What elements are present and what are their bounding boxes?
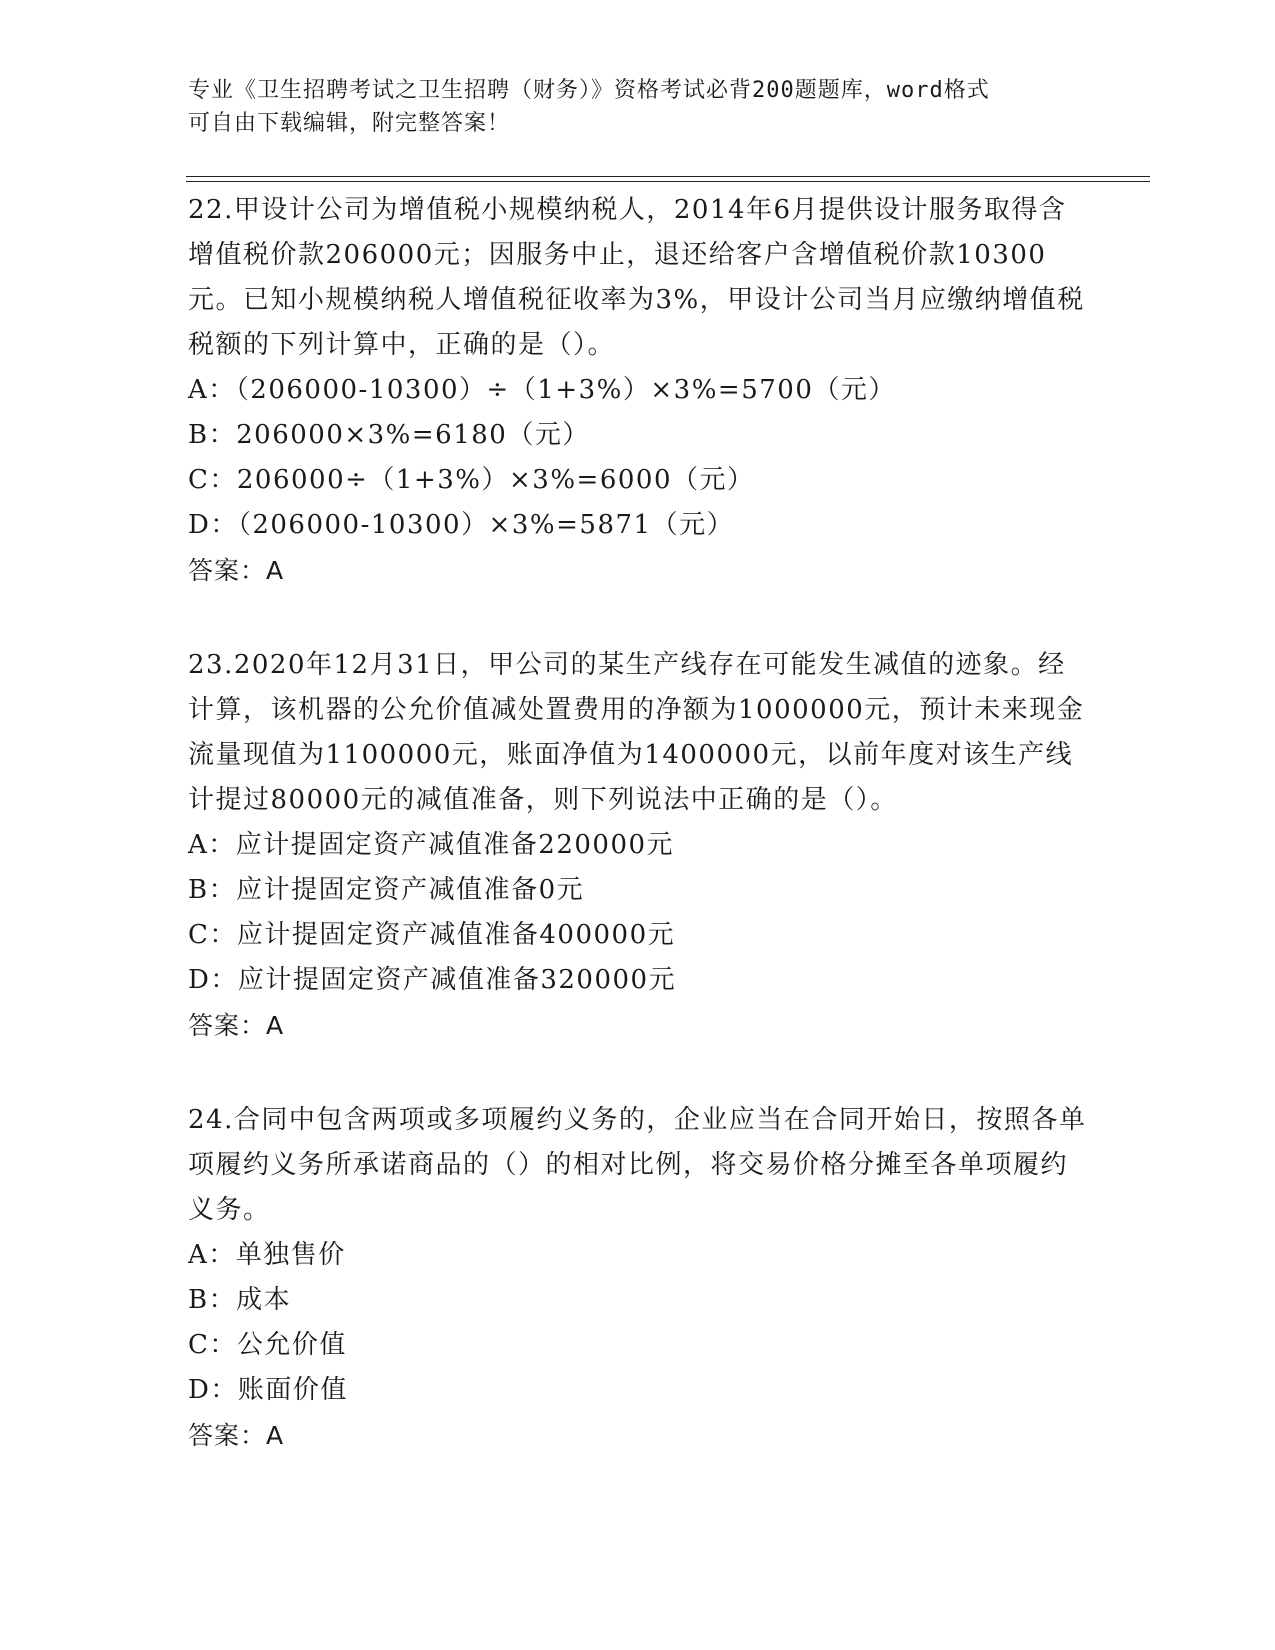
document-header [188,74,1068,140]
option-d: D：账面价值 [188,1375,348,1405]
question-text: 24.合同中包含两项或多项履约义务的，企业应当在合同开始日，按照各单项履约义务所承诺商品的（）的相对比例，将交易价格分摊至各单项履约义务。 [188,1105,1087,1225]
question-text: 22.甲设计公司为增值税小规模纳税人，2014年6月提供设计服务取得含增值税价款206000元；因服务中止，退还给客户含增值税价款10300元。已知小规模纳税人增值税征收率为3%，甲设计公司当月应缴纳增值税税额的下列计算中，正确的是（）。 [188,195,1085,360]
option-d: D：应计提固定资产减值准备320000元 [188,965,677,995]
answer-line: 答案：A [188,556,285,585]
header-line-2: 可自由下载编辑，附完整答案！ [188,111,511,136]
answer-line: 答案：A [188,1421,285,1450]
option-c: C：应计提固定资产减值准备400000元 [188,920,676,950]
option-a: A：单独售价 [188,1240,346,1270]
option-b: B：206000×3%=6180（元） [188,420,590,450]
header-line-1: 专业《卫生招聘考试之卫生招聘（财务）》资格考试必背200题题库，word格式 [188,78,990,103]
option-c: C：206000÷（1+3%）×3%=6000（元） [188,465,755,495]
option-b: B：成本 [188,1285,292,1315]
question-24 [188,1098,1088,1458]
header-divider-top [186,176,1150,177]
option-a: A：应计提固定资产减值准备220000元 [188,830,675,860]
question-text: 23.2020年12月31日，甲公司的某生产线存在可能发生减值的迹象。经计算，该机器的公允价值减处置费用的净额为1000000元，预计未来现金流量现值为1100000元，账面净值为1400000元，以前年度对该生产线计提过80000元的减值准备，则下列说法中正确的是（）。 [188,650,1085,815]
question-22 [188,188,1088,593]
answer-line: 答案：A [188,1011,285,1040]
question-23 [188,643,1088,1048]
option-b: B：应计提固定资产减值准备0元 [188,875,585,905]
option-a: A：（206000-10300）÷（1+3%）×3%=5700（元） [188,375,896,405]
question-list [188,188,1088,1508]
option-d: D：（206000-10300）×3%=5871（元） [188,510,735,540]
option-c: C：公允价值 [188,1330,347,1360]
header-divider-bottom [186,181,1150,182]
